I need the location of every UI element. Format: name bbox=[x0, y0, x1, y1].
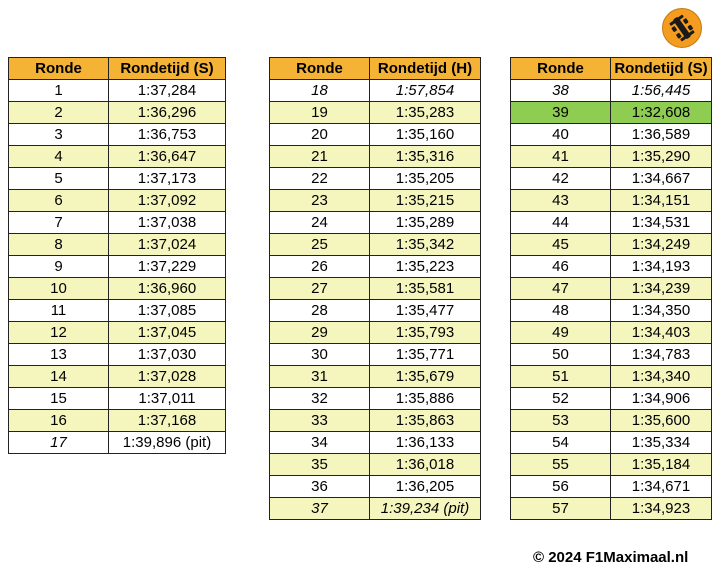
lap-number-cell: 6 bbox=[9, 190, 109, 212]
lap-number-cell: 17 bbox=[9, 432, 109, 454]
lap-number-cell: 1 bbox=[9, 80, 109, 102]
lap-time-cell: 1:32,608 bbox=[611, 102, 712, 124]
lap-time-cell: 1:36,018 bbox=[370, 454, 481, 476]
lap-time-cell: 1:36,753 bbox=[109, 124, 226, 146]
header-ronde: Ronde bbox=[9, 58, 109, 80]
table-row bbox=[9, 80, 226, 102]
lap-number-cell: 21 bbox=[270, 146, 370, 168]
lap-number-cell: 11 bbox=[9, 300, 109, 322]
table-row bbox=[9, 212, 226, 234]
lap-number-cell: 13 bbox=[9, 344, 109, 366]
lap-time-cell: 1:35,215 bbox=[370, 190, 481, 212]
header-rondetijd: Rondetijd (H) bbox=[370, 58, 481, 80]
lap-number-cell: 16 bbox=[9, 410, 109, 432]
lap-number-cell: 7 bbox=[9, 212, 109, 234]
lap-time-cell: 1:35,600 bbox=[611, 410, 712, 432]
lap-time-cell: 1:37,024 bbox=[109, 234, 226, 256]
lap-time-cell: 1:34,350 bbox=[611, 300, 712, 322]
lap-number-cell: 18 bbox=[270, 80, 370, 102]
lap-time-cell: 1:37,168 bbox=[109, 410, 226, 432]
lap-number-cell: 24 bbox=[270, 212, 370, 234]
lap-number-cell: 44 bbox=[511, 212, 611, 234]
header-rondetijd: Rondetijd (S) bbox=[611, 58, 712, 80]
lap-number-cell: 34 bbox=[270, 432, 370, 454]
lap-number-cell: 36 bbox=[270, 476, 370, 498]
lap-number-cell: 10 bbox=[9, 278, 109, 300]
lap-number-cell: 23 bbox=[270, 190, 370, 212]
table-row bbox=[511, 212, 712, 234]
lap-time-cell: 1:35,581 bbox=[370, 278, 481, 300]
table-row bbox=[9, 278, 226, 300]
table-row bbox=[511, 278, 712, 300]
lap-time-cell: 1:35,205 bbox=[370, 168, 481, 190]
table-row bbox=[9, 190, 226, 212]
lap-number-cell: 30 bbox=[270, 344, 370, 366]
lap-time-cell: 1:35,316 bbox=[370, 146, 481, 168]
table-row bbox=[270, 190, 481, 212]
table-row bbox=[270, 476, 481, 498]
lap-number-cell: 57 bbox=[511, 498, 611, 520]
table-row bbox=[270, 234, 481, 256]
lap-time-cell: 1:39,896 (pit) bbox=[109, 432, 226, 454]
lap-time-cell: 1:34,239 bbox=[611, 278, 712, 300]
table-row bbox=[511, 344, 712, 366]
table-row bbox=[511, 300, 712, 322]
lap-time-cell: 1:34,151 bbox=[611, 190, 712, 212]
table-row bbox=[9, 102, 226, 124]
lap-number-cell: 26 bbox=[270, 256, 370, 278]
lap-number-cell: 47 bbox=[511, 278, 611, 300]
lap-time-cell: 1:37,028 bbox=[109, 366, 226, 388]
lap-time-cell: 1:34,906 bbox=[611, 388, 712, 410]
lap-time-cell: 1:35,223 bbox=[370, 256, 481, 278]
table-row bbox=[270, 322, 481, 344]
lap-number-cell: 28 bbox=[270, 300, 370, 322]
table-row bbox=[9, 366, 226, 388]
table-row bbox=[270, 212, 481, 234]
table-row bbox=[9, 344, 226, 366]
lap-number-cell: 39 bbox=[511, 102, 611, 124]
table-row bbox=[270, 80, 481, 102]
lap-number-cell: 43 bbox=[511, 190, 611, 212]
table-row bbox=[270, 432, 481, 454]
table-row bbox=[270, 146, 481, 168]
copyright-text: © 2024 F1Maximaal.nl bbox=[533, 549, 689, 566]
lap-time-cell: 1:34,403 bbox=[611, 322, 712, 344]
table-row bbox=[270, 454, 481, 476]
lap-number-cell: 37 bbox=[270, 498, 370, 520]
table-row bbox=[511, 146, 712, 168]
lap-time-cell: 1:35,477 bbox=[370, 300, 481, 322]
lap-time-cell: 1:35,289 bbox=[370, 212, 481, 234]
lap-time-cell: 1:36,589 bbox=[611, 124, 712, 146]
lap-number-cell: 33 bbox=[270, 410, 370, 432]
table-row bbox=[9, 432, 226, 454]
lap-number-cell: 51 bbox=[511, 366, 611, 388]
lap-time-cell: 1:37,284 bbox=[109, 80, 226, 102]
lap-time-cell: 1:35,184 bbox=[611, 454, 712, 476]
table-row bbox=[511, 366, 712, 388]
table-row bbox=[511, 476, 712, 498]
lap-number-cell: 14 bbox=[9, 366, 109, 388]
lap-time-cell: 1:34,671 bbox=[611, 476, 712, 498]
table-row bbox=[511, 256, 712, 278]
lap-time-cell: 1:36,960 bbox=[109, 278, 226, 300]
table-row bbox=[511, 388, 712, 410]
table-row bbox=[9, 124, 226, 146]
lap-time-cell: 1:39,234 (pit) bbox=[370, 498, 481, 520]
lap-time-cell: 1:37,045 bbox=[109, 322, 226, 344]
table-row bbox=[511, 234, 712, 256]
table-row bbox=[511, 432, 712, 454]
lap-number-cell: 48 bbox=[511, 300, 611, 322]
lap-number-cell: 42 bbox=[511, 168, 611, 190]
lap-time-cell: 1:36,133 bbox=[370, 432, 481, 454]
lap-number-cell: 38 bbox=[511, 80, 611, 102]
header-ronde: Ronde bbox=[270, 58, 370, 80]
lap-time-cell: 1:35,342 bbox=[370, 234, 481, 256]
lap-time-cell: 1:35,863 bbox=[370, 410, 481, 432]
lap-time-cell: 1:36,296 bbox=[109, 102, 226, 124]
lap-time-cell: 1:35,334 bbox=[611, 432, 712, 454]
table-row bbox=[270, 388, 481, 410]
lap-number-cell: 52 bbox=[511, 388, 611, 410]
table-row bbox=[9, 234, 226, 256]
lap-time-cell: 1:37,085 bbox=[109, 300, 226, 322]
table-row bbox=[9, 300, 226, 322]
lap-number-cell: 54 bbox=[511, 432, 611, 454]
lap-number-cell: 15 bbox=[9, 388, 109, 410]
lap-time-cell: 1:37,038 bbox=[109, 212, 226, 234]
table-row bbox=[511, 498, 712, 520]
lap-number-cell: 55 bbox=[511, 454, 611, 476]
table-row bbox=[9, 322, 226, 344]
table-row bbox=[9, 256, 226, 278]
table-row bbox=[270, 168, 481, 190]
table-row bbox=[511, 124, 712, 146]
lap-time-cell: 1:34,783 bbox=[611, 344, 712, 366]
table-row bbox=[511, 410, 712, 432]
lap-time-cell: 1:35,771 bbox=[370, 344, 481, 366]
lap-number-cell: 8 bbox=[9, 234, 109, 256]
lap-time-cell: 1:37,229 bbox=[109, 256, 226, 278]
lap-time-cell: 1:34,340 bbox=[611, 366, 712, 388]
lap-number-cell: 12 bbox=[9, 322, 109, 344]
lap-time-cell: 1:34,531 bbox=[611, 212, 712, 234]
lap-time-cell: 1:35,679 bbox=[370, 366, 481, 388]
lap-time-cell: 1:34,249 bbox=[611, 234, 712, 256]
lap-number-cell: 56 bbox=[511, 476, 611, 498]
lap-number-cell: 5 bbox=[9, 168, 109, 190]
lap-time-cell: 1:57,854 bbox=[370, 80, 481, 102]
lap-time-cell: 1:35,886 bbox=[370, 388, 481, 410]
f1maximaal-logo bbox=[662, 8, 702, 48]
lap-number-cell: 22 bbox=[270, 168, 370, 190]
lap-number-cell: 53 bbox=[511, 410, 611, 432]
lap-number-cell: 41 bbox=[511, 146, 611, 168]
lap-number-cell: 50 bbox=[511, 344, 611, 366]
lap-time-cell: 1:35,283 bbox=[370, 102, 481, 124]
lap-time-cell: 1:37,030 bbox=[109, 344, 226, 366]
table-row bbox=[270, 344, 481, 366]
lap-number-cell: 49 bbox=[511, 322, 611, 344]
lap-number-cell: 32 bbox=[270, 388, 370, 410]
table-row bbox=[9, 146, 226, 168]
table-row bbox=[270, 278, 481, 300]
lap-number-cell: 20 bbox=[270, 124, 370, 146]
lap-time-cell: 1:35,793 bbox=[370, 322, 481, 344]
table-row bbox=[9, 410, 226, 432]
header-ronde: Ronde bbox=[511, 58, 611, 80]
lap-number-cell: 35 bbox=[270, 454, 370, 476]
table-row bbox=[270, 124, 481, 146]
lap-number-cell: 31 bbox=[270, 366, 370, 388]
racing-car-icon bbox=[667, 13, 697, 43]
lap-number-cell: 3 bbox=[9, 124, 109, 146]
table-row bbox=[511, 454, 712, 476]
lap-time-cell: 1:34,667 bbox=[611, 168, 712, 190]
table-row bbox=[9, 168, 226, 190]
table-row bbox=[9, 388, 226, 410]
lap-number-cell: 45 bbox=[511, 234, 611, 256]
table-row bbox=[511, 168, 712, 190]
header-rondetijd: Rondetijd (S) bbox=[109, 58, 226, 80]
lap-time-cell: 1:56,445 bbox=[611, 80, 712, 102]
table-row bbox=[270, 102, 481, 124]
lap-number-cell: 4 bbox=[9, 146, 109, 168]
lap-number-cell: 19 bbox=[270, 102, 370, 124]
table-row bbox=[511, 322, 712, 344]
lap-number-cell: 27 bbox=[270, 278, 370, 300]
lap-time-cell: 1:35,290 bbox=[611, 146, 712, 168]
lap-number-cell: 29 bbox=[270, 322, 370, 344]
lap-time-cell: 1:36,205 bbox=[370, 476, 481, 498]
lap-time-cell: 1:34,923 bbox=[611, 498, 712, 520]
lap-number-cell: 25 bbox=[270, 234, 370, 256]
table-row bbox=[511, 102, 712, 124]
table-row bbox=[270, 410, 481, 432]
lap-number-cell: 9 bbox=[9, 256, 109, 278]
lap-time-cell: 1:35,160 bbox=[370, 124, 481, 146]
lap-number-cell: 2 bbox=[9, 102, 109, 124]
table-header-row bbox=[511, 58, 712, 80]
lap-table-stint-1 bbox=[8, 57, 226, 454]
lap-table-stint-2 bbox=[269, 57, 481, 520]
table-row bbox=[270, 498, 481, 520]
table-row bbox=[511, 190, 712, 212]
table-header-row bbox=[270, 58, 481, 80]
lap-time-cell: 1:34,193 bbox=[611, 256, 712, 278]
lap-number-cell: 46 bbox=[511, 256, 611, 278]
lap-time-cell: 1:37,173 bbox=[109, 168, 226, 190]
lap-time-cell: 1:37,092 bbox=[109, 190, 226, 212]
lap-table-stint-3 bbox=[510, 57, 712, 520]
table-row bbox=[270, 256, 481, 278]
table-row bbox=[270, 366, 481, 388]
lap-time-cell: 1:37,011 bbox=[109, 388, 226, 410]
table-header-row bbox=[9, 58, 226, 80]
table-row bbox=[270, 300, 481, 322]
table-row bbox=[511, 80, 712, 102]
lap-number-cell: 40 bbox=[511, 124, 611, 146]
lap-time-cell: 1:36,647 bbox=[109, 146, 226, 168]
